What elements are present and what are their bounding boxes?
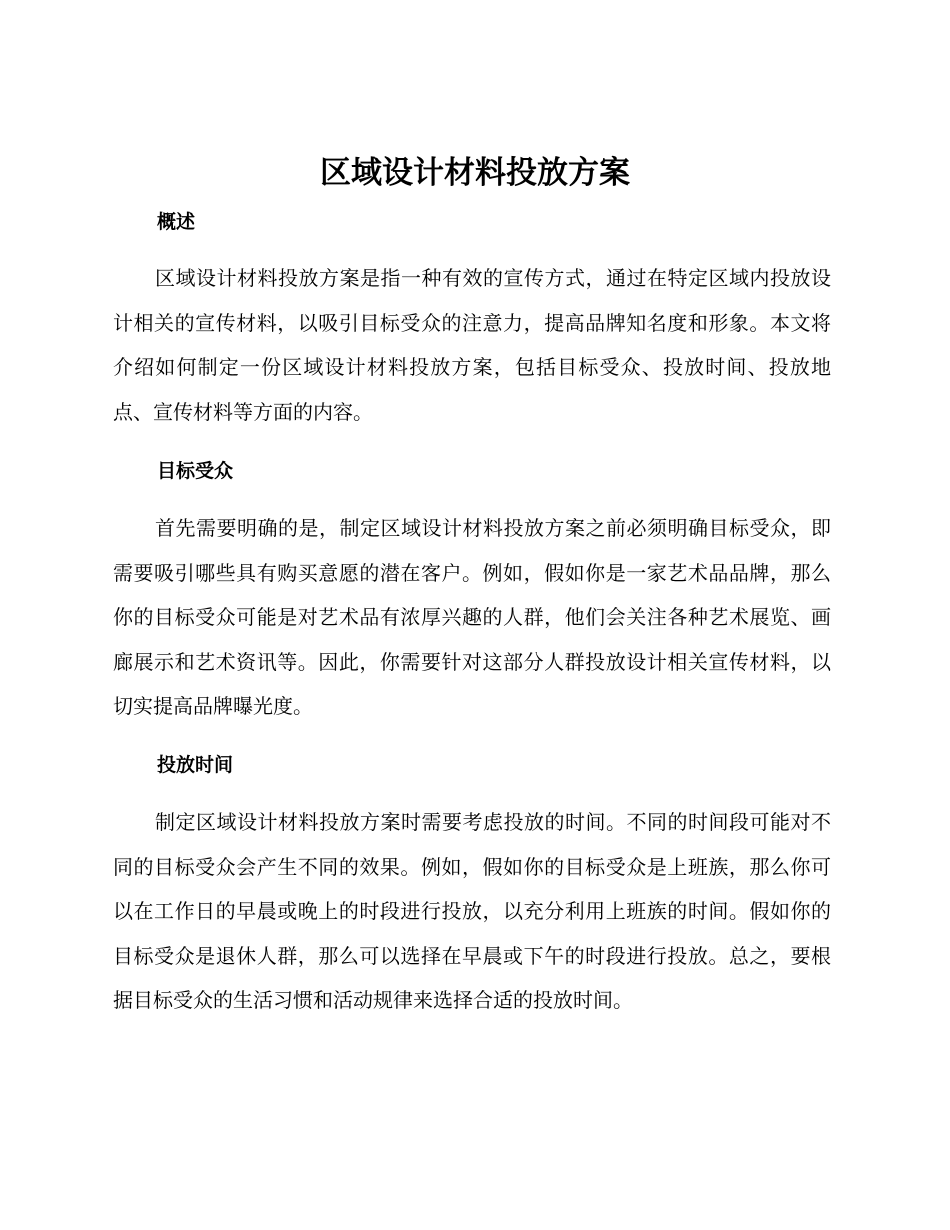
document-title: 区域设计材料投放方案 [320,155,630,191]
section-heading-placement-time: 投放时间 [157,754,234,776]
section-heading-overview: 概述 [157,211,196,233]
section-heading-target-audience: 目标受众 [157,460,234,482]
section-body-overview: 区域设计材料投放方案是指一种有效的宣传方式，通过在特定区域内投放设计相关的宣传材料，以吸引目标受众的注意力，提高品牌知名度和形象。本文将介绍如何制定一份区域设计材料投放方案，包括目标受众、投放时间、投放地点、宣传材料等方面的内容。 [113,266,831,424]
section-body-placement-time: 制定区域设计材料投放方案时需要考虑投放的时间。不同的时间段可能对不同的目标受众会产生不同的效果。例如，假如你的目标受众是上班族，那么你可以在工作日的早晨或晚上的时段进行投放，以充分利用上班族的时间。假如你的目标受众是退休人群，那么可以选择在早晨或下午的时段进行投放。总之，要根据目标受众的生活习惯和活动规律来选择合适的投放时间。 [113,810,831,1013]
section-body-target-audience: 首先需要明确的是，制定区域设计材料投放方案之前必须明确目标受众，即需要吸引哪些具有购买意愿的潜在客户。例如，假如你是一家艺术品品牌，那么你的目标受众可能是对艺术品有浓厚兴趣的人群，他们会关注各种艺术展览、画廊展示和艺术资讯等。因此，你需要针对这部分人群投放设计相关宣传材料，以切实提高品牌曝光度。 [113,516,831,719]
